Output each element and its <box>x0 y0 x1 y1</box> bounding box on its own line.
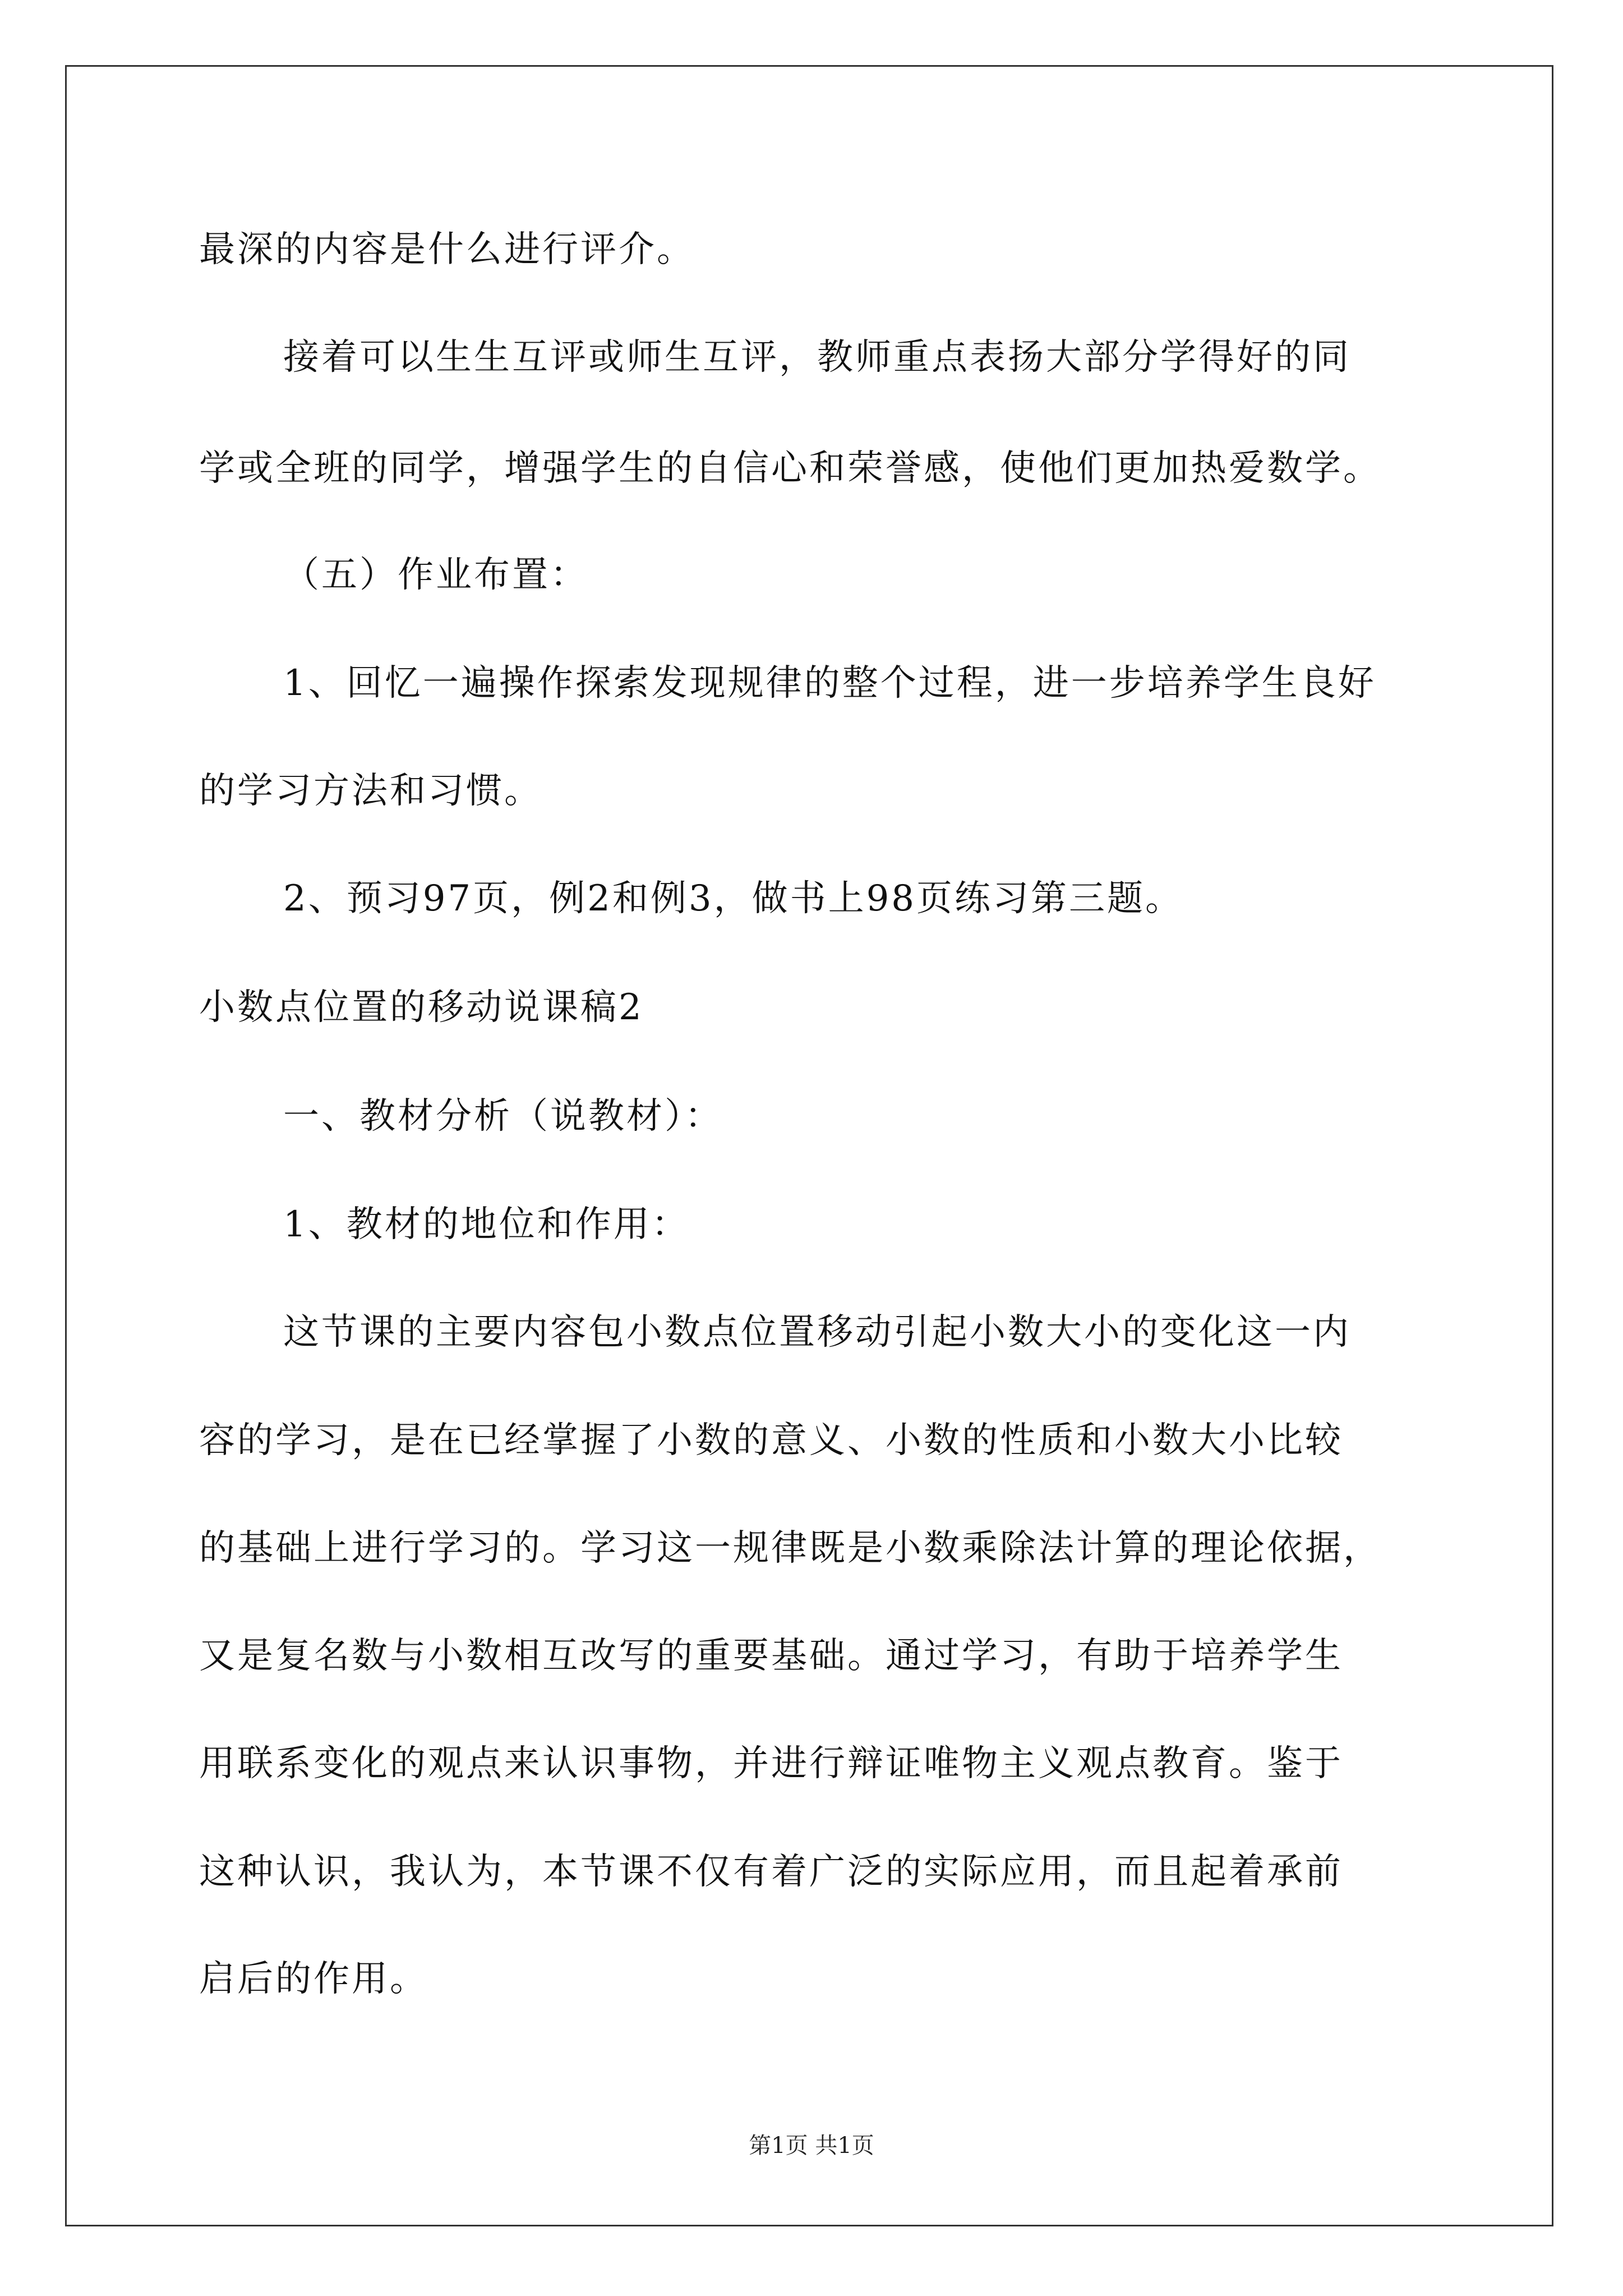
text-line: 2、预习97页，例2和例3，做书上98页练习第三题。 <box>283 878 1184 919</box>
text-line: 接着可以生生互评或师生互评，教师重点表扬大部分学得好的同 <box>283 337 1351 378</box>
text-line: 又是复名数与小数相互改写的重要基础。通过学习，有助于培养学生 <box>199 1635 1343 1677</box>
text-line: 这节课的主要内容包小数点位置移动引起小数大小的变化这一内 <box>283 1312 1351 1353</box>
text-line: 这种认识，我认为，本节课不仅有着广泛的实际应用，而且起着承前 <box>199 1851 1343 1893</box>
page-border <box>65 65 1553 2226</box>
text-line: 最深的内容是什么进行评介。 <box>199 229 695 270</box>
text-line: 的学习方法和习惯。 <box>199 770 542 812</box>
page-number: 第1页 共1页 <box>749 2133 874 2159</box>
text-line: 1、回忆一遍操作探索发现规律的整个过程，进一步培养学生良好 <box>283 662 1376 704</box>
text-line: 启后的作用。 <box>199 1958 428 2000</box>
section-heading: 一、教材分析（说教材）： <box>283 1096 723 1137</box>
text-line: 容的学习，是在已经掌握了小数的意义、小数的性质和小数大小比较 <box>199 1420 1343 1461</box>
section-heading: （五）作业布置： <box>283 554 588 596</box>
document-title: 小数点位置的移动说课稿2 <box>199 987 644 1028</box>
text-line: 用联系变化的观点来认识事物，并进行辩证唯物主义观点教育。鉴于 <box>199 1743 1343 1784</box>
text-line: 学或全班的同学，增强学生的自信心和荣誉感，使他们更加热爱数学。 <box>199 448 1381 489</box>
subsection-heading: 1、教材的地位和作用： <box>283 1204 690 1245</box>
text-line: 的基础上进行学习的。学习这一规律既是小数乘除法计算的理论依据， <box>199 1527 1381 1569</box>
